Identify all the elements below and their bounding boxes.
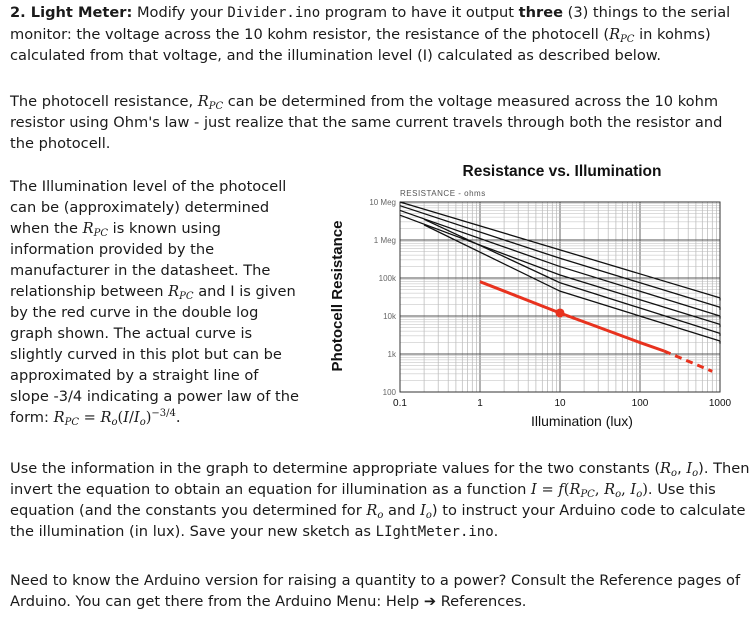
text: program to have it output [320, 4, 519, 21]
illumination-function: $I = f(R_{PC}$, $R_o$, $I_o$) [531, 481, 648, 500]
x-tick-label: 1000 [708, 398, 732, 409]
ro-symbol: $R_o$ [366, 502, 384, 521]
text: ). Then invert the equation to obtain an equation for illumination as a function [10, 460, 750, 498]
chart-title: Resistance vs. Illumination [462, 163, 662, 180]
y-tick-label: 100 [382, 388, 396, 397]
text: , [677, 460, 687, 477]
ro-symbol: $R_o$ [660, 460, 678, 479]
resistance-vs-illumination-chart [322, 158, 742, 436]
text: Modify your [132, 4, 228, 21]
text: Use the information in the graph to determine appropriate values for the two constants ( [10, 460, 661, 477]
text: can be determined from the voltage measured across the 10 kohm resistor using Ohm's law - just realize that the same current travels through both the resistor and the photocell. [10, 93, 723, 152]
x-tick-label: 1 [477, 398, 483, 409]
y-tick-label: 10 Meg [369, 198, 396, 207]
text: The Illumination level of the photocell can be (approximately) determined when the [10, 178, 287, 237]
inner-axis-caption: RESISTANCE - ohms [400, 189, 486, 198]
y-tick-label: 10k [383, 312, 396, 321]
code-filename: LIghtMeter.ino [375, 524, 494, 540]
y-tick-label: 1 Meg [373, 236, 396, 245]
text: . [493, 523, 499, 540]
text: in kohms) calculated from that voltage, and the illumination level (I) calculated as described below. [10, 26, 711, 64]
instructions-paragraph [10, 458, 750, 543]
rpc-symbol: $R_{PC}$ [609, 26, 635, 45]
rpc-symbol: $R_{PC}$ [82, 220, 109, 239]
x-tick-labels [393, 398, 732, 409]
rpc-symbol: $R_{PC}$ [168, 283, 194, 302]
red-marker-point [556, 308, 565, 317]
ohms-law-paragraph [10, 91, 750, 154]
x-tick-label: 0.1 [393, 398, 407, 409]
black-series-line [424, 225, 720, 341]
task-heading-paragraph [10, 2, 750, 66]
code-filename: Divider.ino [227, 5, 321, 21]
power-law-formula: $R_{PC} = R_o(I/I_o)^{-3/4}$. [53, 408, 181, 428]
x-tick-label: 10 [554, 398, 566, 409]
y-tick-labels [369, 198, 397, 397]
right-arrow-icon: ➔ [423, 593, 437, 610]
x-tick-label: 100 [631, 398, 649, 409]
x-axis-label: Illumination (lux) [531, 413, 633, 429]
text: The photocell resistance, [10, 93, 198, 110]
y-tick-label: 100k [378, 274, 396, 283]
text: and I is given by the red curve in the double log graph shown. The actual curve is slightly curved in this plot but can be approximated by a straight line of slope -3/4 indicating a power law of the form: [10, 283, 299, 426]
illumination-paragraph [10, 176, 300, 428]
bold-three: three [518, 4, 563, 21]
y-tick-label: 1k [387, 350, 396, 359]
task-number: 2. Light Meter: [10, 4, 133, 21]
text: ) to instruct your Arduino code to calculate the illumination (in lux). Save your new sketch as [10, 502, 746, 540]
text: and [383, 502, 421, 519]
y-axis-label: Photocell Resistance [329, 220, 346, 372]
rpc-symbol: $R_{PC}$ [197, 93, 224, 112]
text: is known using information provided by the manufacturer in the datasheet. The relationship between [10, 220, 271, 300]
reference-paragraph [10, 570, 750, 612]
text: Need to know the Arduino version for raising a quantity to a power? Consult the Reference pages of Arduino. You can get there from the Arduino Menu: Help [10, 572, 741, 610]
text: . Use this equation (and the constants you determined for [10, 481, 716, 519]
text: (3) things to the serial monitor: the voltage across the 10 kohm resistor, the resistance of the photocell ( [10, 4, 731, 43]
io-symbol: $I_o$ [686, 460, 699, 479]
text: References. [436, 593, 527, 610]
io-symbol: $I_o$ [420, 502, 432, 521]
